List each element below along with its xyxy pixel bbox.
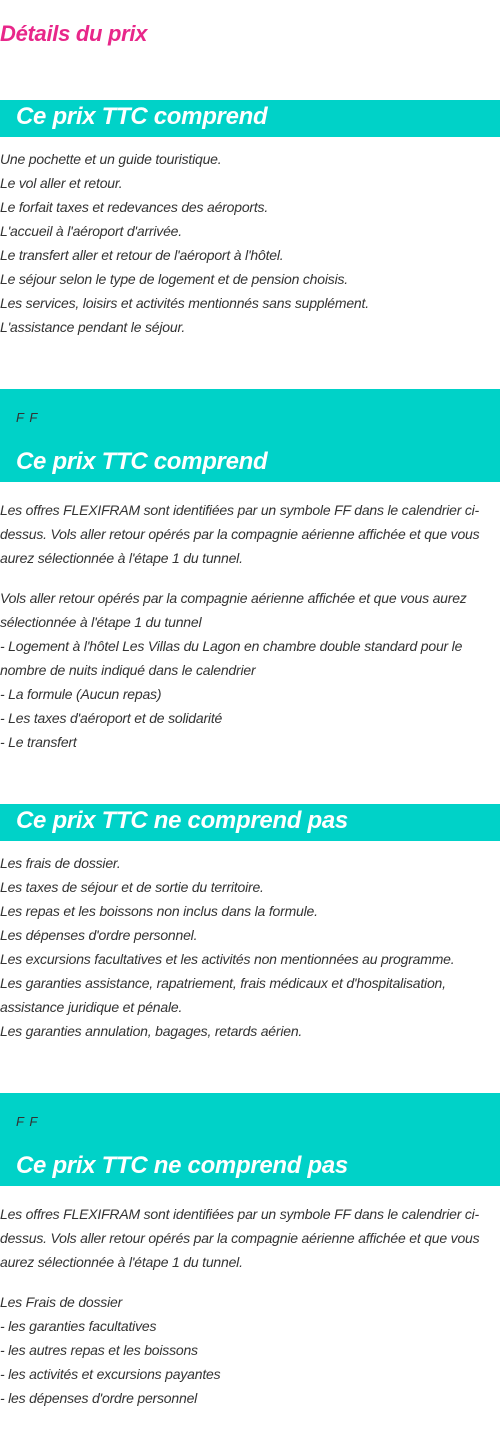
section-header-flexifram-includes — [0, 389, 500, 482]
list-item: Le transfert aller et retour de l'aéroport à l'hôtel. — [0, 247, 284, 263]
flexifram-intro: Les offres FLEXIFRAM sont identifiées par un symbole FF dans le calendrier ci-dessus. Vols aller retour opérés par la compagnie aérienne affichée et que vous aurez sélectionnée à l'étape 1 du tunnel. — [0, 502, 480, 566]
list-item: - Logement à l'hôtel Les Villas du Lagon en chambre double standard pour le — [0, 638, 463, 654]
list-item: Les garanties annulation, bagages, retards aérien. — [0, 1023, 303, 1039]
page-title: Détails du prix — [0, 21, 148, 46]
flexifram-intro: Les offres FLEXIFRAM sont identifiées par un symbole FF dans le calendrier ci-dessus. Vols aller retour opérés par la compagnie aérienne affichée et que vous aurez sélectionnée à l'étape 1 du tunnel. — [0, 1206, 480, 1270]
list-item: Les Frais de dossier — [0, 1294, 123, 1310]
includes-list — [0, 147, 500, 339]
list-item: Les excursions facultatives et les activités non mentionnées au programme. — [0, 951, 455, 967]
list-item: - les garanties facultatives — [0, 1318, 157, 1334]
section-header-excludes — [0, 804, 500, 841]
list-item: Les dépenses d'ordre personnel. — [0, 927, 198, 943]
list-item: nombre de nuits indiqué dans le calendrier — [0, 662, 256, 678]
list-item: - Les taxes d'aéroport et de solidarité — [0, 710, 223, 726]
list-item: sélectionnée à l'étape 1 du tunnel — [0, 614, 202, 630]
list-item: Les repas et les boissons non inclus dans la formule. — [0, 903, 318, 919]
list-item: Vols aller retour opérés par la compagnie aérienne affichée et que vous aurez — [0, 590, 467, 606]
list-item: L'assistance pendant le séjour. — [0, 319, 186, 335]
section-title: Ce prix TTC comprend — [16, 103, 268, 130]
section-header-includes — [0, 100, 500, 137]
list-item: - les dépenses d'ordre personnel — [0, 1390, 198, 1406]
list-item: assistance juridique et pénale. — [0, 999, 183, 1015]
list-item: L'accueil à l'aéroport d'arrivée. — [0, 223, 182, 239]
section-title: Ce prix TTC ne comprend pas — [16, 807, 348, 834]
list-item: Le séjour selon le type de logement et de pension choisis. — [0, 271, 348, 287]
section-title: Ce prix TTC ne comprend pas — [16, 1152, 348, 1179]
list-item: - La formule (Aucun repas) — [0, 686, 162, 702]
list-item: Le vol aller et retour. — [0, 175, 123, 191]
ff-tag: F F — [16, 410, 39, 425]
list-item: Les garanties assistance, rapatriement, frais médicaux et d'hospitalisation, — [0, 975, 446, 991]
list-item: - les activités et excursions payantes — [0, 1366, 221, 1382]
list-item: Les services, loisirs et activités mentionnés sans supplément. — [0, 295, 369, 311]
ff-tag: F F — [16, 1114, 39, 1129]
flexifram-excludes-list — [0, 1290, 500, 1410]
excludes-list — [0, 851, 500, 1043]
list-item: - Le transfert — [0, 734, 77, 750]
list-item: - les autres repas et les boissons — [0, 1342, 198, 1358]
list-item: Le forfait taxes et redevances des aéroports. — [0, 199, 269, 215]
list-item: Les taxes de séjour et de sortie du territoire. — [0, 879, 264, 895]
section-header-flexifram-excludes — [0, 1093, 500, 1186]
list-item: Les frais de dossier. — [0, 855, 121, 871]
section-title: Ce prix TTC comprend — [16, 448, 268, 475]
flexifram-includes-list — [0, 586, 500, 754]
list-item: Une pochette et un guide touristique. — [0, 151, 222, 167]
